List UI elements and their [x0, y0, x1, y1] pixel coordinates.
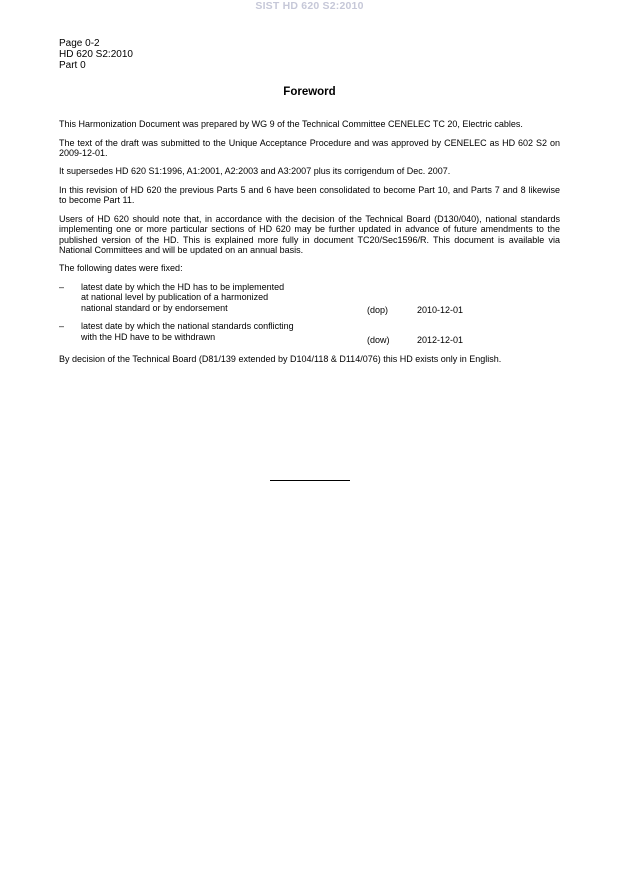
closing-paragraph: By decision of the Technical Board (D81/139 extended by D104/118 & D114/076) this HD exists only in English.	[59, 353, 502, 364]
date-abbreviation: (dop)	[367, 305, 389, 316]
page-header	[59, 38, 133, 71]
page-title: Foreword	[283, 86, 336, 98]
date-description	[81, 321, 367, 342]
date-description	[81, 282, 367, 313]
paragraph: It supersedes HD 620 S1:1996, A1:2001, A2:2003 and A3:2007 plus its corrigendum of Dec. 2007.	[59, 166, 451, 177]
date-description-line: with the HD have to be withdrawn	[81, 331, 216, 342]
end-rule	[270, 480, 350, 481]
date-value: 2010-12-01	[417, 305, 464, 316]
paragraph: This Harmonization Document was prepared by WG 9 of the Technical Committee CENELEC TC 20, Electric cables.	[59, 119, 523, 129]
date-description-line: latest date by which the national standards conflicting	[81, 321, 294, 332]
paragraph: The text of the draft was submitted to the Unique Acceptance Procedure and was approved by CENELEC as HD 602 S2 on 2009-12-01.	[59, 137, 560, 158]
date-item-dow	[59, 321, 560, 345]
page-number: Page 0-2	[59, 38, 100, 49]
list-dash: –	[59, 282, 65, 293]
date-description-line: national standard or by endorsement	[81, 302, 228, 313]
watermark: SIST HD 620 S2:2010	[255, 0, 364, 12]
document-id: HD 620 S2:2010	[59, 49, 133, 60]
date-abbreviation: (dow)	[367, 335, 390, 346]
paragraph: Users of HD 620 should note that, in accordance with the decision of the Technical Board (D130/040), national standards implementing one or more particular sections of HD 620 may be further updated in advance of future amendments to the published version of the HD. This is explained more fully in document TC20/Sec1596/R. This document is available via National Committees and will be updated on an annual basis.	[59, 213, 560, 255]
part-number: Part 0	[59, 60, 86, 71]
date-description-line: at national level by publication of a harmonized	[81, 292, 269, 303]
paragraph: The following dates were fixed:	[59, 263, 183, 274]
dates-list	[59, 282, 560, 346]
list-dash: –	[59, 321, 65, 332]
date-description-line: latest date by which the HD has to be implemented	[81, 282, 285, 293]
date-item-dop	[59, 282, 560, 315]
date-value: 2012-12-01	[417, 335, 464, 346]
paragraph: In this revision of HD 620 the previous Parts 5 and 6 have been consolidated to become Part 10, and Parts 7 and 8 likewise to become Part 11.	[59, 185, 560, 206]
foreword-body	[59, 119, 560, 372]
